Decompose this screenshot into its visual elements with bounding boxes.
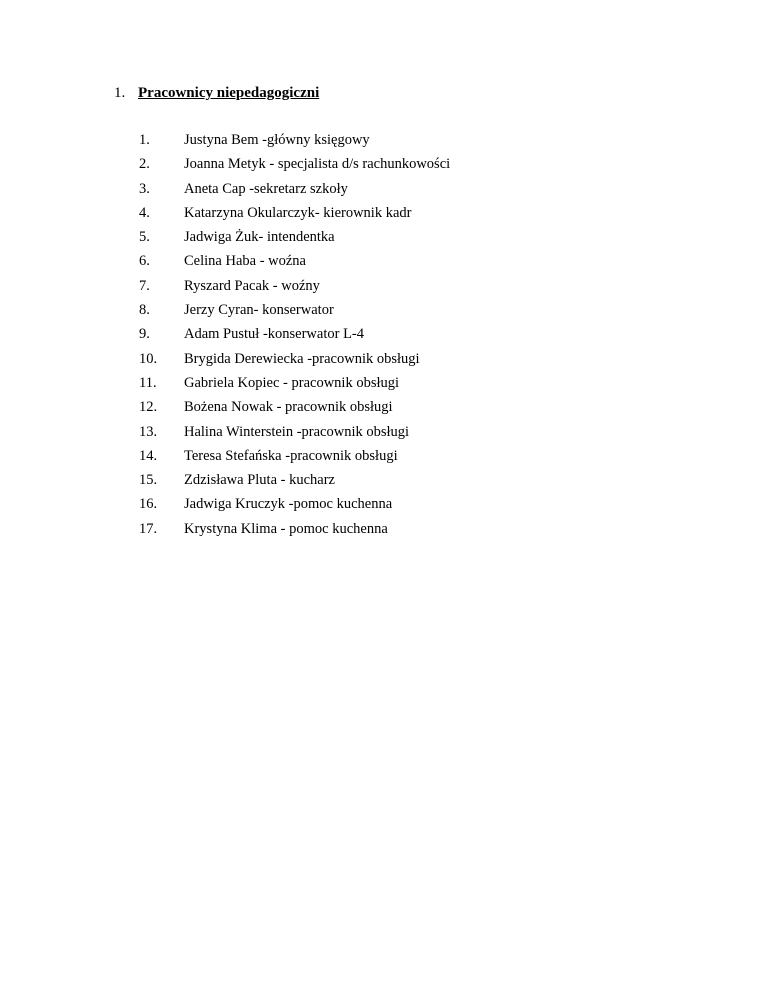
staff-item-number: 15.	[139, 472, 158, 489]
staff-item	[139, 374, 450, 398]
staff-item-number: 9.	[139, 326, 150, 343]
staff-list	[139, 131, 450, 544]
staff-item-text: Jadwiga Kruczyk -pomoc kuchenna	[184, 496, 393, 513]
staff-item-text: Justyna Bem -główny księgowy	[184, 132, 370, 148]
staff-item-number: 17.	[139, 520, 158, 537]
staff-item	[139, 447, 450, 471]
staff-item	[139, 252, 450, 276]
staff-item-number: 4.	[139, 204, 150, 221]
staff-item	[139, 398, 450, 422]
staff-item-text: Krystyna Klima - pomoc kuchenna	[184, 520, 388, 537]
staff-item-text: Adam Pustuł -konserwator L-4	[184, 326, 365, 343]
staff-item	[139, 277, 450, 301]
staff-item-number: 10.	[139, 350, 158, 367]
staff-item	[139, 180, 450, 204]
staff-item-text: Ryszard Pacak - woźny	[184, 277, 320, 294]
staff-item	[139, 495, 450, 519]
staff-item-text: Jadwiga Żuk- intendentka	[184, 229, 335, 246]
staff-item-text: Bożena Nowak - pracownik obsługi	[184, 399, 393, 416]
staff-item-number: 1.	[139, 132, 150, 148]
staff-item-text: Brygida Derewiecka -pracownik obsługi	[184, 350, 420, 367]
staff-item-text: Zdzisława Pluta - kucharz	[184, 472, 335, 489]
staff-item	[139, 350, 450, 374]
staff-item-text: Halina Winterstein -pracownik obsługi	[184, 423, 410, 440]
staff-item-text: Celina Haba - woźna	[184, 253, 306, 270]
staff-item	[139, 131, 450, 155]
staff-item-number: 16.	[139, 496, 158, 513]
staff-item-text: Gabriela Kopiec - pracownik obsługi	[184, 374, 400, 391]
staff-item-text: Teresa Stefańska -pracownik obsługi	[184, 447, 398, 464]
staff-item-number: 5.	[139, 229, 150, 246]
staff-item-number: 3.	[139, 180, 150, 197]
staff-item-text: Joanna Metyk - specjalista d/s rachunkowości	[184, 156, 451, 173]
staff-item	[139, 423, 450, 447]
staff-item-text: Aneta Cap -sekretarz szkoły	[184, 180, 348, 197]
staff-item-number: 2.	[139, 156, 150, 173]
staff-item	[139, 155, 450, 179]
staff-item-text: Katarzyna Okularczyk- kierownik kadr	[184, 204, 412, 221]
staff-item-text: Jerzy Cyran- konserwator	[184, 302, 334, 319]
staff-item	[139, 471, 450, 495]
staff-item-number: 12.	[139, 399, 158, 416]
staff-item-number: 7.	[139, 277, 150, 294]
section-heading	[114, 84, 319, 102]
staff-item	[139, 228, 450, 252]
staff-item	[139, 520, 450, 544]
staff-item-number: 6.	[139, 253, 150, 270]
staff-item-number: 8.	[139, 302, 150, 319]
staff-item	[139, 204, 450, 228]
staff-item-number: 14.	[139, 447, 158, 464]
staff-item-number: 13.	[139, 423, 158, 440]
staff-item-number: 11.	[139, 374, 157, 391]
section-number: 1.	[114, 85, 126, 101]
section-title: Pracownicy niepedagogiczni	[138, 85, 320, 101]
staff-item	[139, 325, 450, 349]
staff-item	[139, 301, 450, 325]
